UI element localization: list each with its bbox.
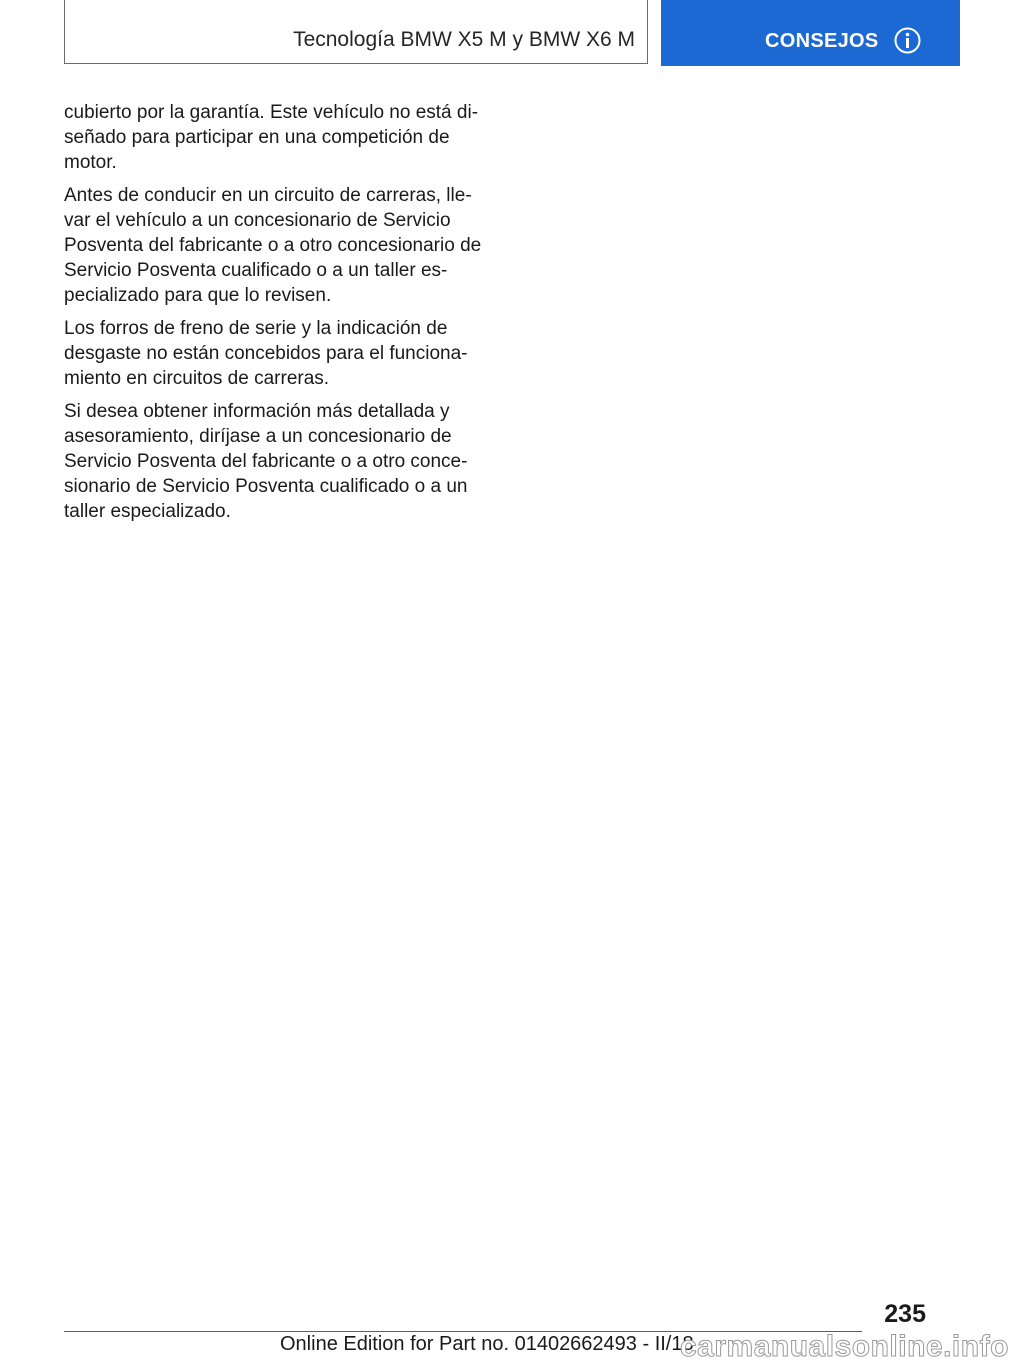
edition-text: Online Edition for Part no. 01402662493 - II/18 [280, 1333, 694, 1355]
paragraph: Si desea obtener información más detallada y asesoramiento, diríjase a un concesionario de Servicio Posventa del fabricante o a otro conce‐ sionario de Servicio Posventa cualificado o a un taller especializado. [64, 401, 468, 522]
paragraph: Antes de conducir en un circuito de carreras, lle‐ var el vehículo a un concesionario de Servicio Posventa del fabricante o a otro concesionario de Servicio Posventa cualificado o a un taller es‐ pecializado para que lo revisen. [64, 185, 482, 306]
section-tab[interactable] [661, 0, 960, 66]
paragraph: cubierto por la garantía. Este vehículo no está di‐ señado para participar en una competición de motor. [64, 102, 479, 173]
watermark: carmanualsonline.info [680, 1330, 1009, 1363]
body-text [64, 100, 484, 532]
page-number: 235 [884, 1300, 926, 1328]
info-icon [894, 27, 921, 54]
paragraph: Los forros de freno de serie y la indicación de desgaste no están concebidos para el funciona‐ miento en circuitos de carreras. [64, 318, 468, 389]
section-label: CONSEJOS [765, 30, 879, 52]
header-title-box [64, 0, 648, 64]
document-title: Tecnología BMW X5 M y BMW X6 M [293, 28, 635, 51]
